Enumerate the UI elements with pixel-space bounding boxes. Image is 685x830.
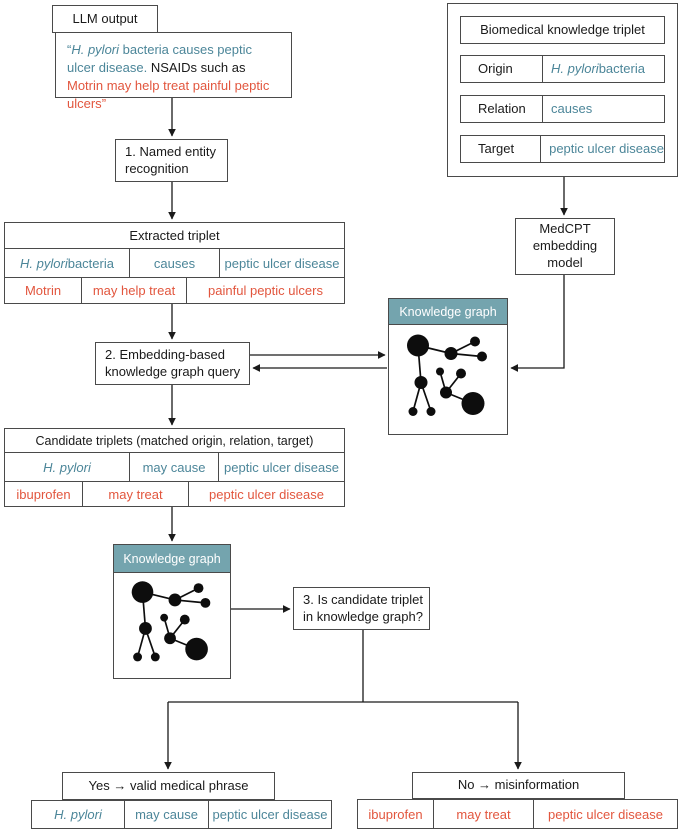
table-row	[5, 453, 344, 481]
extracted-triplet-title: Extracted triplet	[5, 223, 344, 249]
target-label: Target	[461, 136, 541, 162]
candidate-target-cell: peptic ulcer disease	[218, 453, 344, 481]
cell-text: H. pylori	[20, 255, 68, 271]
knowledge-graph-illustration	[114, 573, 230, 678]
no-misinformation-box	[412, 772, 625, 799]
medcpt-label: MedCPT embedding model	[532, 221, 598, 270]
target-value: peptic ulcer disease	[549, 140, 664, 156]
cell-text: H. pylori	[54, 807, 102, 822]
candidate-relation-cell: may cause	[129, 453, 218, 481]
extracted-target-cell: peptic ulcer disease	[219, 249, 344, 277]
origin-label: Origin	[461, 56, 543, 82]
extracted-triplet-table	[4, 222, 345, 304]
extracted-relation-cell: causes	[129, 249, 219, 277]
extracted-target-cell-2: painful peptic ulcers	[186, 278, 344, 303]
cell-text: H. pylori	[43, 459, 91, 475]
no-relation-cell: may treat	[433, 800, 533, 828]
close-quote: ”	[101, 95, 107, 111]
biomedical-triplet-panel	[447, 3, 678, 177]
llm-output-quote-box	[55, 32, 292, 111]
extracted-relation-cell-2: may help treat	[81, 278, 186, 303]
candidate-relation-cell-2: may treat	[82, 482, 188, 506]
yes-triplet-row	[31, 800, 332, 829]
candidate-target-cell-2: peptic ulcer disease	[188, 482, 344, 506]
table-row	[5, 481, 344, 506]
yes-relation-cell: may cause	[124, 801, 208, 828]
extracted-origin-cell-2: Motrin	[24, 283, 62, 298]
relation-row	[460, 95, 665, 123]
candidate-origin-cell	[5, 453, 129, 481]
knowledge-graph-box-2	[113, 544, 231, 679]
no-target-cell: peptic ulcer disease	[533, 800, 677, 828]
medcpt-embedding-model-box	[515, 218, 615, 275]
llm-output-label: LLM output	[72, 10, 138, 26]
yes-origin-cell	[32, 801, 124, 828]
origin-row	[460, 55, 665, 83]
quote-plain-segment: NSAIDs such as	[147, 59, 246, 75]
origin-value	[543, 56, 664, 82]
target-row	[460, 135, 665, 163]
table-row	[5, 277, 344, 303]
yes-target-cell: peptic ulcer disease	[208, 801, 331, 828]
step2-embedding-query-box	[95, 342, 250, 385]
biomedical-triplet-title: Biomedical knowledge triplet	[460, 16, 665, 44]
step3-candidate-check-box	[293, 587, 430, 630]
step3-label: 3. Is candidate triplet in knowledge graph?	[303, 591, 423, 624]
no-origin-cell: ibuprofen	[368, 806, 423, 822]
cell-text: bacteria	[598, 60, 645, 76]
quote-teal-rest: bacteria causes peptic ulcer disease.	[67, 42, 252, 75]
candidate-origin-cell-2: ibuprofen	[16, 486, 71, 502]
knowledge-graph-header: Knowledge graph	[389, 299, 507, 325]
table-row	[5, 249, 344, 277]
step2-label: 2. Embedding-based knowledge graph query	[105, 346, 241, 379]
llm-output-tab	[52, 5, 158, 33]
knowledge-graph-body	[114, 573, 230, 678]
quote-h-pylori: H. pylori	[71, 42, 120, 57]
cell-text: H. pylori	[551, 60, 599, 76]
open-quote: “	[67, 42, 72, 57]
yes-label: Yes → valid medical phrase	[88, 777, 249, 793]
quote-red-text: Motrin may help treat painful peptic ulcers	[67, 77, 270, 111]
no-label: No → misinformation	[457, 777, 580, 793]
step1-label: 1. Named entity recognition	[125, 143, 217, 176]
extracted-origin-cell	[5, 249, 129, 277]
knowledge-graph-body	[389, 325, 507, 434]
yes-valid-phrase-box	[62, 772, 275, 800]
no-triplet-row	[357, 799, 678, 829]
knowledge-graph-box-1	[388, 298, 508, 435]
relation-value: causes	[551, 100, 593, 116]
knowledge-graph-illustration	[389, 325, 507, 434]
relation-label: Relation	[461, 96, 543, 122]
step1-named-entity-recognition-box	[115, 139, 228, 182]
knowledge-graph-header: Knowledge graph	[114, 545, 230, 573]
candidate-triplets-title: Candidate triplets (matched origin, relation, target)	[5, 429, 344, 453]
cell-text: bacteria	[67, 255, 114, 271]
candidate-triplets-table	[4, 428, 345, 507]
